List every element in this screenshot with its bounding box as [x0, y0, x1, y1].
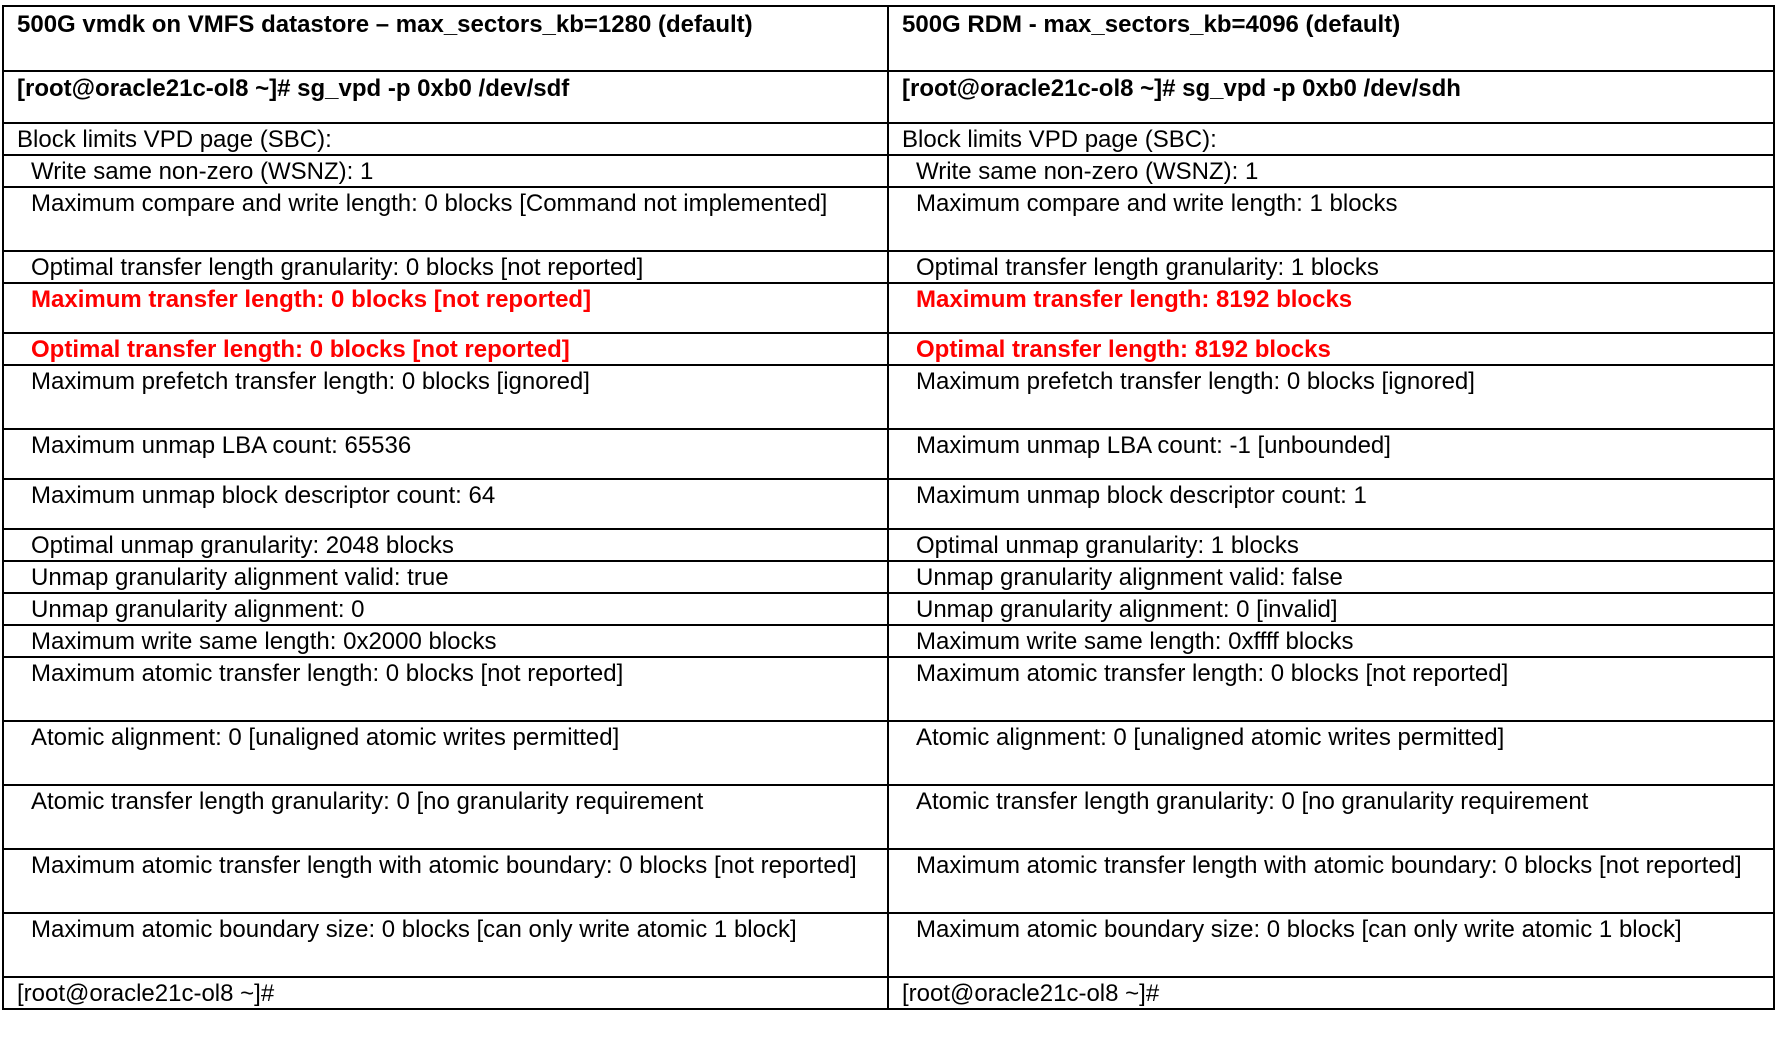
command-row: [3, 71, 1774, 123]
value-cell-rdm: Maximum atomic transfer length with atomic boundary: 0 blocks [not reported]: [888, 849, 1774, 913]
value-cell-rdm: Unmap granularity alignment: 0 [invalid]: [888, 593, 1774, 625]
value-cell-vmdk: Atomic transfer length granularity: 0 [no granularity requirement: [3, 785, 888, 849]
shell-prompt-rdm: [root@oracle21c-ol8 ~]#: [888, 977, 1774, 1009]
value-cell-rdm: Atomic alignment: 0 [unaligned atomic writes permitted]: [888, 721, 1774, 785]
value-cell-rdm: Optimal unmap granularity: 1 blocks: [888, 529, 1774, 561]
column-title-vmdk: 500G vmdk on VMFS datastore – max_sectors_kb=1280 (default): [3, 6, 888, 71]
highlighted-value-cell-rdm: Maximum transfer length: 8192 blocks: [888, 283, 1774, 333]
value-cell-rdm: Maximum write same length: 0xffff blocks: [888, 625, 1774, 657]
value-cell-vmdk: Unmap granularity alignment valid: true: [3, 561, 888, 593]
value-cell-vmdk: Maximum unmap LBA count: 65536: [3, 429, 888, 479]
table-row: [3, 365, 1774, 429]
vpd-comparison-table: [2, 5, 1775, 1010]
value-cell-rdm: Optimal transfer length granularity: 1 blocks: [888, 251, 1774, 283]
value-cell-vmdk: Optimal unmap granularity: 2048 blocks: [3, 529, 888, 561]
table-row: [3, 529, 1774, 561]
command-vmdk: [root@oracle21c-ol8 ~]# sg_vpd -p 0xb0 /dev/sdf: [3, 71, 888, 123]
section-header-vmdk: Block limits VPD page (SBC):: [3, 123, 888, 155]
table-row: [3, 593, 1774, 625]
value-cell-rdm: Maximum compare and write length: 1 blocks: [888, 187, 1774, 251]
prompt-row: [3, 977, 1774, 1009]
highlighted-value-cell-vmdk: Maximum transfer length: 0 blocks [not reported]: [3, 283, 888, 333]
value-cell-rdm: Maximum prefetch transfer length: 0 blocks [ignored]: [888, 365, 1774, 429]
value-cell-rdm: Maximum unmap LBA count: -1 [unbounded]: [888, 429, 1774, 479]
value-cell-vmdk: Maximum unmap block descriptor count: 64: [3, 479, 888, 529]
table-row: [3, 479, 1774, 529]
table-row: [3, 251, 1774, 283]
value-cell-rdm: Maximum atomic transfer length: 0 blocks [not reported]: [888, 657, 1774, 721]
table-row: [3, 155, 1774, 187]
value-cell-vmdk: Maximum atomic boundary size: 0 blocks [can only write atomic 1 block]: [3, 913, 888, 977]
highlighted-value-cell-vmdk: Optimal transfer length: 0 blocks [not reported]: [3, 333, 888, 365]
table-row: [3, 721, 1774, 785]
value-cell-vmdk: Maximum write same length: 0x2000 blocks: [3, 625, 888, 657]
table-row: [3, 187, 1774, 251]
section-header-rdm: Block limits VPD page (SBC):: [888, 123, 1774, 155]
table-row: [3, 913, 1774, 977]
table-row-highlighted: [3, 333, 1774, 365]
title-row: [3, 6, 1774, 71]
value-cell-vmdk: Maximum prefetch transfer length: 0 blocks [ignored]: [3, 365, 888, 429]
table-row: [3, 625, 1774, 657]
value-cell-rdm: Maximum atomic boundary size: 0 blocks [can only write atomic 1 block]: [888, 913, 1774, 977]
column-title-rdm: 500G RDM - max_sectors_kb=4096 (default): [888, 6, 1774, 71]
table-row: [3, 657, 1774, 721]
value-cell-rdm: Write same non-zero (WSNZ): 1: [888, 155, 1774, 187]
section-header-row: [3, 123, 1774, 155]
highlighted-value-cell-rdm: Optimal transfer length: 8192 blocks: [888, 333, 1774, 365]
value-cell-vmdk: Optimal transfer length granularity: 0 blocks [not reported]: [3, 251, 888, 283]
value-cell-vmdk: Atomic alignment: 0 [unaligned atomic writes permitted]: [3, 721, 888, 785]
value-cell-vmdk: Write same non-zero (WSNZ): 1: [3, 155, 888, 187]
table-row: [3, 429, 1774, 479]
table-row: [3, 785, 1774, 849]
shell-prompt-vmdk: [root@oracle21c-ol8 ~]#: [3, 977, 888, 1009]
command-rdm: [root@oracle21c-ol8 ~]# sg_vpd -p 0xb0 /dev/sdh: [888, 71, 1774, 123]
table-row: [3, 849, 1774, 913]
value-cell-rdm: Unmap granularity alignment valid: false: [888, 561, 1774, 593]
value-cell-rdm: Atomic transfer length granularity: 0 [no granularity requirement: [888, 785, 1774, 849]
value-cell-rdm: Maximum unmap block descriptor count: 1: [888, 479, 1774, 529]
value-cell-vmdk: Unmap granularity alignment: 0: [3, 593, 888, 625]
value-cell-vmdk: Maximum atomic transfer length: 0 blocks [not reported]: [3, 657, 888, 721]
table-row-highlighted: [3, 283, 1774, 333]
table-row: [3, 561, 1774, 593]
value-cell-vmdk: Maximum atomic transfer length with atomic boundary: 0 blocks [not reported]: [3, 849, 888, 913]
value-cell-vmdk: Maximum compare and write length: 0 blocks [Command not implemented]: [3, 187, 888, 251]
